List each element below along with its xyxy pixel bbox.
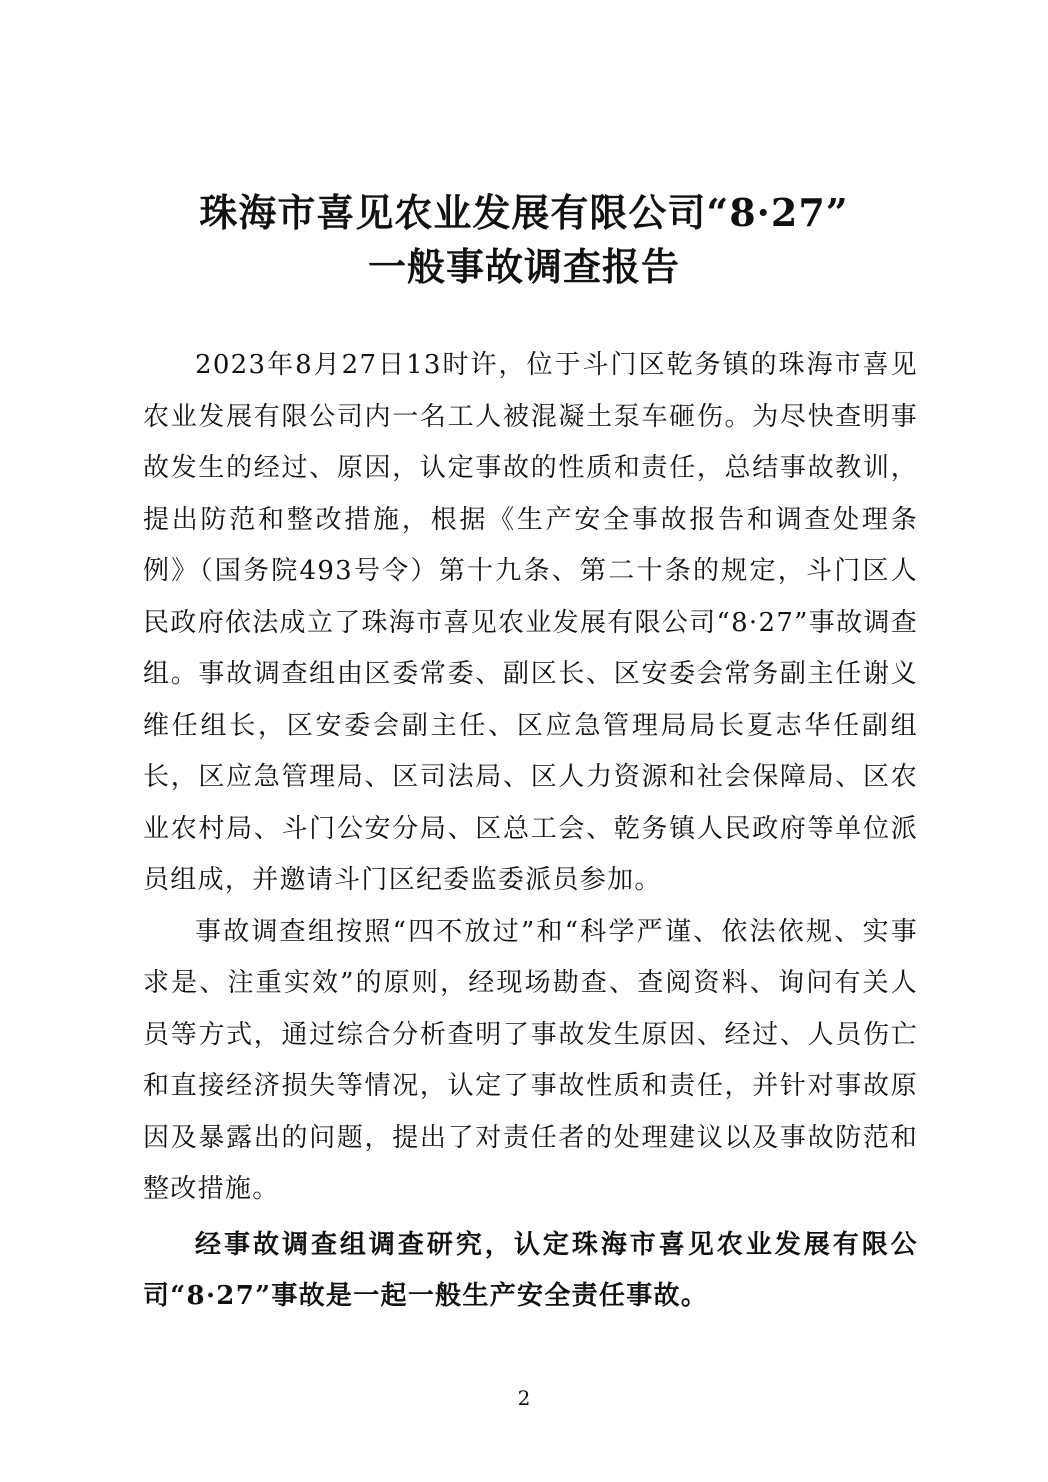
document-body — [143, 340, 918, 1323]
paragraph-method: 事故调查组按照“四不放过”和“科学严谨、依法依规、实事求是、注重实效”的原则，经现场勘查、查阅资料、询问有关人员等方式，通过综合分析查明了事故发生原因、经过、人员伤亡和直接经济损失等情况，认定了事故性质和责任，并针对事故原因及暴露出的问题，提出了对责任者的处理建议以及事故防范和整改措施。 — [143, 916, 918, 1204]
paragraph-intro: 2023年8月27日13时许，位于斗门区乾务镇的珠海市喜见农业发展有限公司内一名工人被混凝土泵车砸伤。为尽快查明事故发生的经过、原因，认定事故的性质和责任，总结事故教训，提出防范和整改措施，根据《生产安全事故报告和调查处理条例》（国务院493号令）第十九条、第二十条的规定，斗门区人民政府依法成立了珠海市喜见农业发展有限公司“8·27”事故调查组。事故调查组由区委常委、副区长、区安委会常务副主任谢义维任组长，区安委会副主任、区应急管理局局长夏志华任副组长，区应急管理局、区司法局、区人力资源和社会保障局、区农业农村局、斗门公安分局、区总工会、乾务镇人民政府等单位派员组成，并邀请斗门区纪委监委派员参加。 — [143, 350, 918, 895]
paragraph-conclusion: 经事故调查组调查研究，认定珠海市喜见农业发展有限公司“8·27”事故是一起一般生产安全责任事故。 — [143, 1229, 918, 1311]
document-title — [0, 186, 1048, 294]
title-line-1: 珠海市喜见农业发展有限公司“8·27” — [199, 190, 849, 235]
page-number: 2 — [517, 1386, 531, 1410]
title-line-2: 一般事故调查报告 — [367, 244, 680, 289]
